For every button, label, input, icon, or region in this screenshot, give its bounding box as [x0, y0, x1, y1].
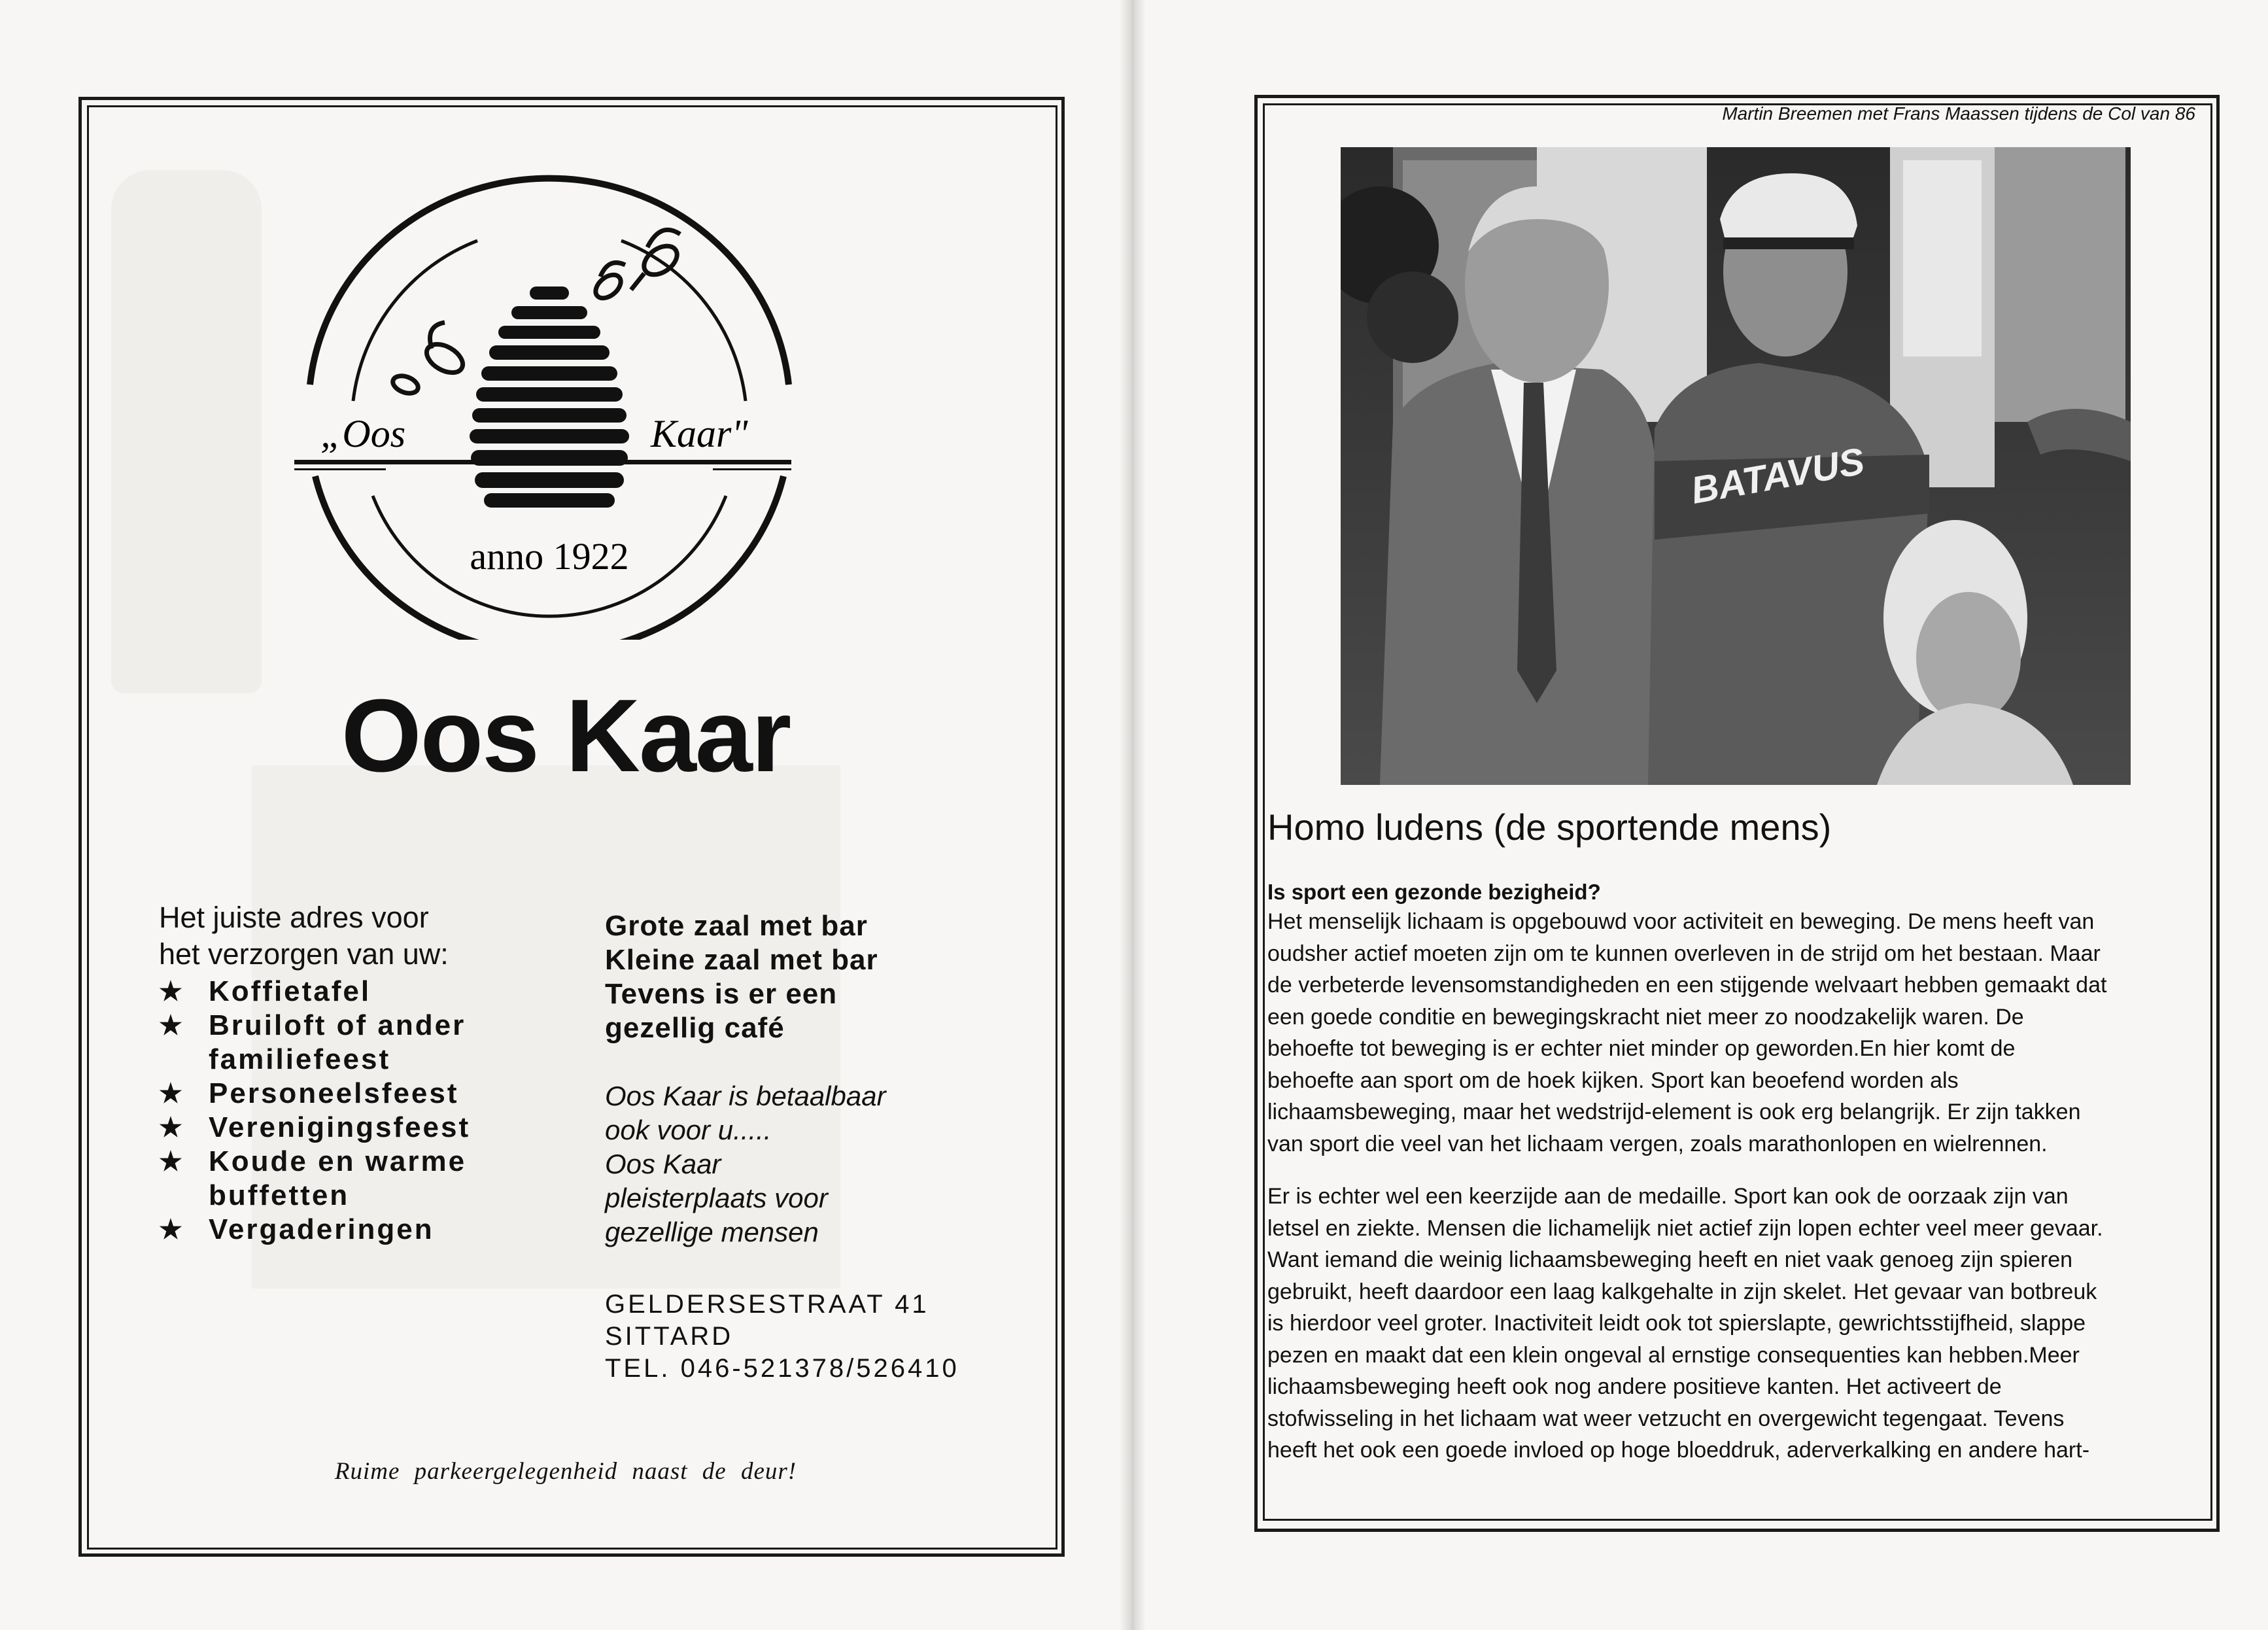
star-icon: ★ — [159, 977, 184, 1006]
paragraph-line: stofwisseling in het lichaam wat weer vetzucht en overgewicht tegengaat. Tevens — [1267, 1406, 2065, 1431]
facilities — [605, 909, 878, 1045]
service-text: Vergaderingen — [209, 1213, 434, 1245]
article-subheading: Is sport een gezonde bezigheid? — [1267, 880, 1601, 904]
service-text: buffetten — [209, 1179, 350, 1211]
article-paragraph — [1267, 1181, 2196, 1466]
paragraph-line: lichaamsbeweging, maar het wedstrijd-element is ook erg belangrijk. Er zijn takken — [1267, 1100, 2081, 1124]
star-icon: ★ — [159, 1147, 184, 1176]
paragraph-line: de verbeterde levensomstandigheden en een stijgende welvaart hebben gemaakt dat — [1267, 973, 2107, 997]
page-gutter — [1120, 0, 1146, 1630]
beehive-logo — [281, 169, 817, 640]
service-text: Personeelsfeest — [209, 1077, 459, 1109]
brand-name: Oos Kaar — [341, 678, 791, 793]
article-paragraph — [1267, 906, 2196, 1160]
paragraph-line: een goede conditie en bewegingskracht niet meer zo noodzakelijk waren. De — [1267, 1004, 2024, 1030]
parking-note: Ruime parkeergelegenheid naast de deur! — [334, 1458, 797, 1485]
service-text: Bruiloft of ander — [209, 1009, 466, 1041]
slogan-line: gezellige mensen — [605, 1217, 819, 1247]
facility-line: Tevens is er een — [605, 978, 838, 1010]
article-title: Homo ludens (de sportende mens) — [1267, 806, 1832, 848]
jersey-text: BATAVUS — [1687, 440, 1868, 512]
slogan-line: Oos Kaar — [605, 1149, 721, 1179]
logo-text-right: Kaar" — [651, 412, 748, 455]
service-item — [159, 975, 470, 1009]
paragraph-line: letsel en ziekte. Mensen die lichamelijk niet actief zijn lopen echter veel meer gevaar. — [1267, 1215, 2103, 1241]
address-phone: TEL. 046-521378/526410 — [605, 1354, 959, 1383]
service-text: Koude en warme — [209, 1145, 467, 1177]
service-item — [159, 1145, 470, 1213]
paragraph-line: is hierdoor veel groter. Inactiviteit leidt ook tot spierslapte, gewrichtsstijfheid, slappe — [1267, 1311, 2086, 1336]
logo-year: anno 1922 — [470, 535, 629, 578]
services-intro-line: het verzorgen van uw: — [159, 937, 449, 971]
facility-line: Kleine zaal met bar — [605, 944, 878, 976]
slogan — [605, 1079, 886, 1249]
paragraph-line: Want iemand die weinig lichaamsbeweging heeft en niet vaak genoeg zijn spieren — [1267, 1247, 2073, 1272]
paragraph-line: pezen en maakt dat een klein ongeval al ernstige consequenties kan hebben.Meer — [1267, 1342, 2080, 1368]
address — [605, 1289, 959, 1385]
service-item — [159, 1111, 470, 1145]
facility-line: Grote zaal met bar — [605, 910, 868, 942]
paragraph-line: lichaamsbeweging heeft ook nog andere positieve kanten. Het activeert de — [1267, 1374, 2002, 1399]
star-icon: ★ — [159, 1011, 184, 1040]
services-list — [159, 975, 470, 1247]
service-text: Verenigingsfeest — [209, 1111, 471, 1143]
paragraph-line: Er is echter wel een keerzijde aan de medaille. Sport kan ook de oorzaak zijn van — [1267, 1184, 2069, 1209]
address-street: GELDERSESTRAAT 41 — [605, 1290, 929, 1319]
service-item — [159, 1213, 470, 1247]
service-text: Koffietafel — [209, 975, 371, 1007]
slogan-line: pleisterplaats voor — [605, 1183, 828, 1213]
star-icon: ★ — [159, 1215, 184, 1244]
services-intro — [159, 899, 584, 973]
photo-caption: Martin Breemen met Frans Maassen tijdens de Col van 86 — [1722, 103, 2195, 124]
star-icon: ★ — [159, 1113, 184, 1142]
service-text: familiefeest — [209, 1043, 391, 1075]
paragraph-line: gebruikt, heeft daardoor een laag kalkgehalte in zijn skelet. Het gevaar van botbreuk — [1267, 1279, 2097, 1304]
facility-line: gezellig café — [605, 1012, 785, 1044]
paragraph-line: behoefte tot beweging is er echter niet minder op geworden.En hier komt de — [1267, 1036, 2016, 1061]
paragraph-line: van sport die veel van het lichaam vergen, zoals marathonlopen en wielrennen. — [1267, 1131, 2048, 1156]
address-city: SITTARD — [605, 1322, 734, 1351]
slogan-line: ook voor u..... — [605, 1115, 772, 1145]
service-item — [159, 1077, 470, 1111]
services-intro-line: Het juiste adres voor — [159, 901, 429, 934]
cyclists-photo — [1341, 147, 2131, 785]
paragraph-line: oudsher actief moeten zijn om te kunnen overleven in de strijd om het bestaan. Maar — [1267, 941, 2101, 966]
slogan-line: Oos Kaar is betaalbaar — [605, 1081, 886, 1111]
logo-text-left: „Oos — [320, 412, 406, 455]
paragraph-line: behoefte aan sport om de hoek kijken. Sport kan beoefend worden als — [1267, 1067, 1959, 1093]
service-item — [159, 1009, 470, 1077]
paragraph-line: Het menselijk lichaam is opgebouwd voor activiteit en beweging. De mens heeft van — [1267, 909, 2095, 934]
paragraph-line: heeft het ook een goede invloed op hoge bloeddruk, aderverkalking en andere hart- — [1267, 1438, 2090, 1463]
star-icon: ★ — [159, 1079, 184, 1108]
